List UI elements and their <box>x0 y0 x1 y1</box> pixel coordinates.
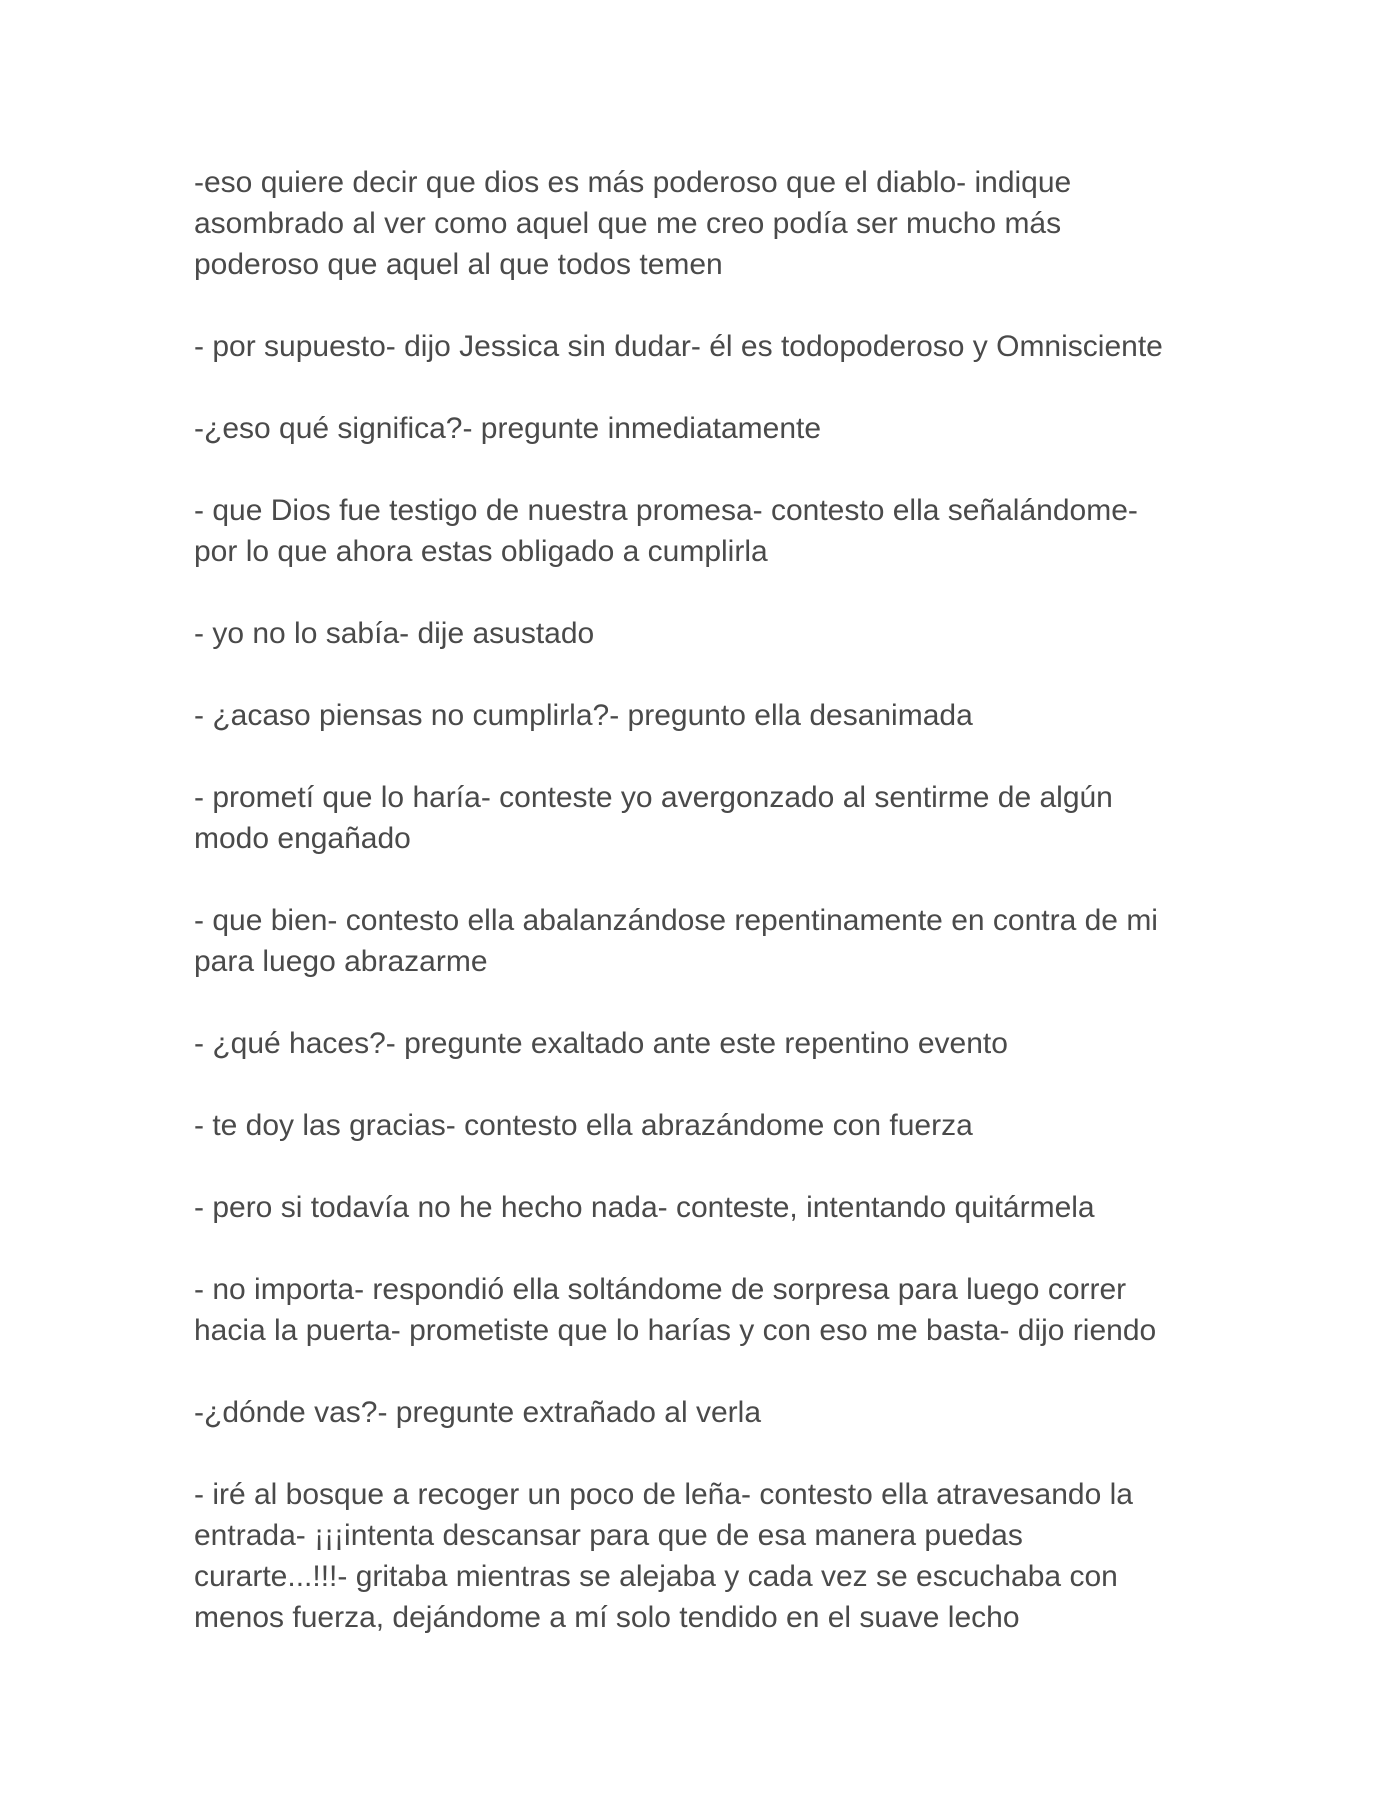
text-line: - iré al bosque a recoger un poco de leña- contesto ella atravesando la <box>194 1478 1133 1511</box>
text-line: - que bien- contesto ella abalanzándose repentinamente en contra de mi <box>194 904 1158 937</box>
paragraph <box>194 777 1214 859</box>
text-line: entrada- ¡¡¡intenta descansar para que de esa manera puedas <box>194 1519 1023 1552</box>
text-line: - ¿acaso piensas no cumplirla?- pregunto ella desanimada <box>194 699 973 732</box>
text-line: - prometí que lo haría- conteste yo avergonzado al sentirme de algún <box>194 781 1113 814</box>
paragraph <box>194 1105 1214 1146</box>
text-line: para luego abrazarme <box>194 945 488 978</box>
paragraph <box>194 1187 1214 1228</box>
text-line: hacia la puerta- prometiste que lo harías y con eso me basta- dijo riendo <box>194 1314 1157 1347</box>
paragraph <box>194 900 1214 982</box>
paragraph <box>194 490 1214 572</box>
text-line: - te doy las gracias- contesto ella abrazándome con fuerza <box>194 1109 973 1142</box>
text-line: menos fuerza, dejándome a mí solo tendido en el suave lecho <box>194 1601 1020 1634</box>
text-line: -¿eso qué significa?- pregunte inmediatamente <box>194 412 822 445</box>
text-line: - pero si todavía no he hecho nada- conteste, intentando quitármela <box>194 1191 1095 1224</box>
paragraph <box>194 695 1214 736</box>
document-body <box>194 162 1214 1679</box>
text-line: - por supuesto- dijo Jessica sin dudar- él es todopoderoso y Omnisciente <box>194 330 1163 363</box>
paragraph <box>194 1392 1214 1433</box>
paragraph <box>194 1474 1214 1638</box>
paragraph <box>194 162 1214 285</box>
text-line: por lo que ahora estas obligado a cumplirla <box>194 535 768 568</box>
paragraph <box>194 326 1214 367</box>
paragraph <box>194 613 1214 654</box>
text-line: poderoso que aquel al que todos temen <box>194 248 723 281</box>
paragraph <box>194 1269 1214 1351</box>
paragraph <box>194 1023 1214 1064</box>
text-line: -eso quiere decir que dios es más poderoso que el diablo- indique <box>194 166 1072 199</box>
text-line: - que Dios fue testigo de nuestra promesa- contesto ella señalándome- <box>194 494 1138 527</box>
text-line: - no importa- respondió ella soltándome de sorpresa para luego correr <box>194 1273 1127 1306</box>
text-line: modo engañado <box>194 822 411 855</box>
text-line: curarte...!!!- gritaba mientras se alejaba y cada vez se escuchaba con <box>194 1560 1118 1593</box>
paragraph <box>194 408 1214 449</box>
text-line: - yo no lo sabía- dije asustado <box>194 617 595 650</box>
text-line: - ¿qué haces?- pregunte exaltado ante este repentino evento <box>194 1027 1008 1060</box>
text-line: -¿dónde vas?- pregunte extrañado al verla <box>194 1396 762 1429</box>
text-line: asombrado al ver como aquel que me creo podía ser mucho más <box>194 207 1062 240</box>
